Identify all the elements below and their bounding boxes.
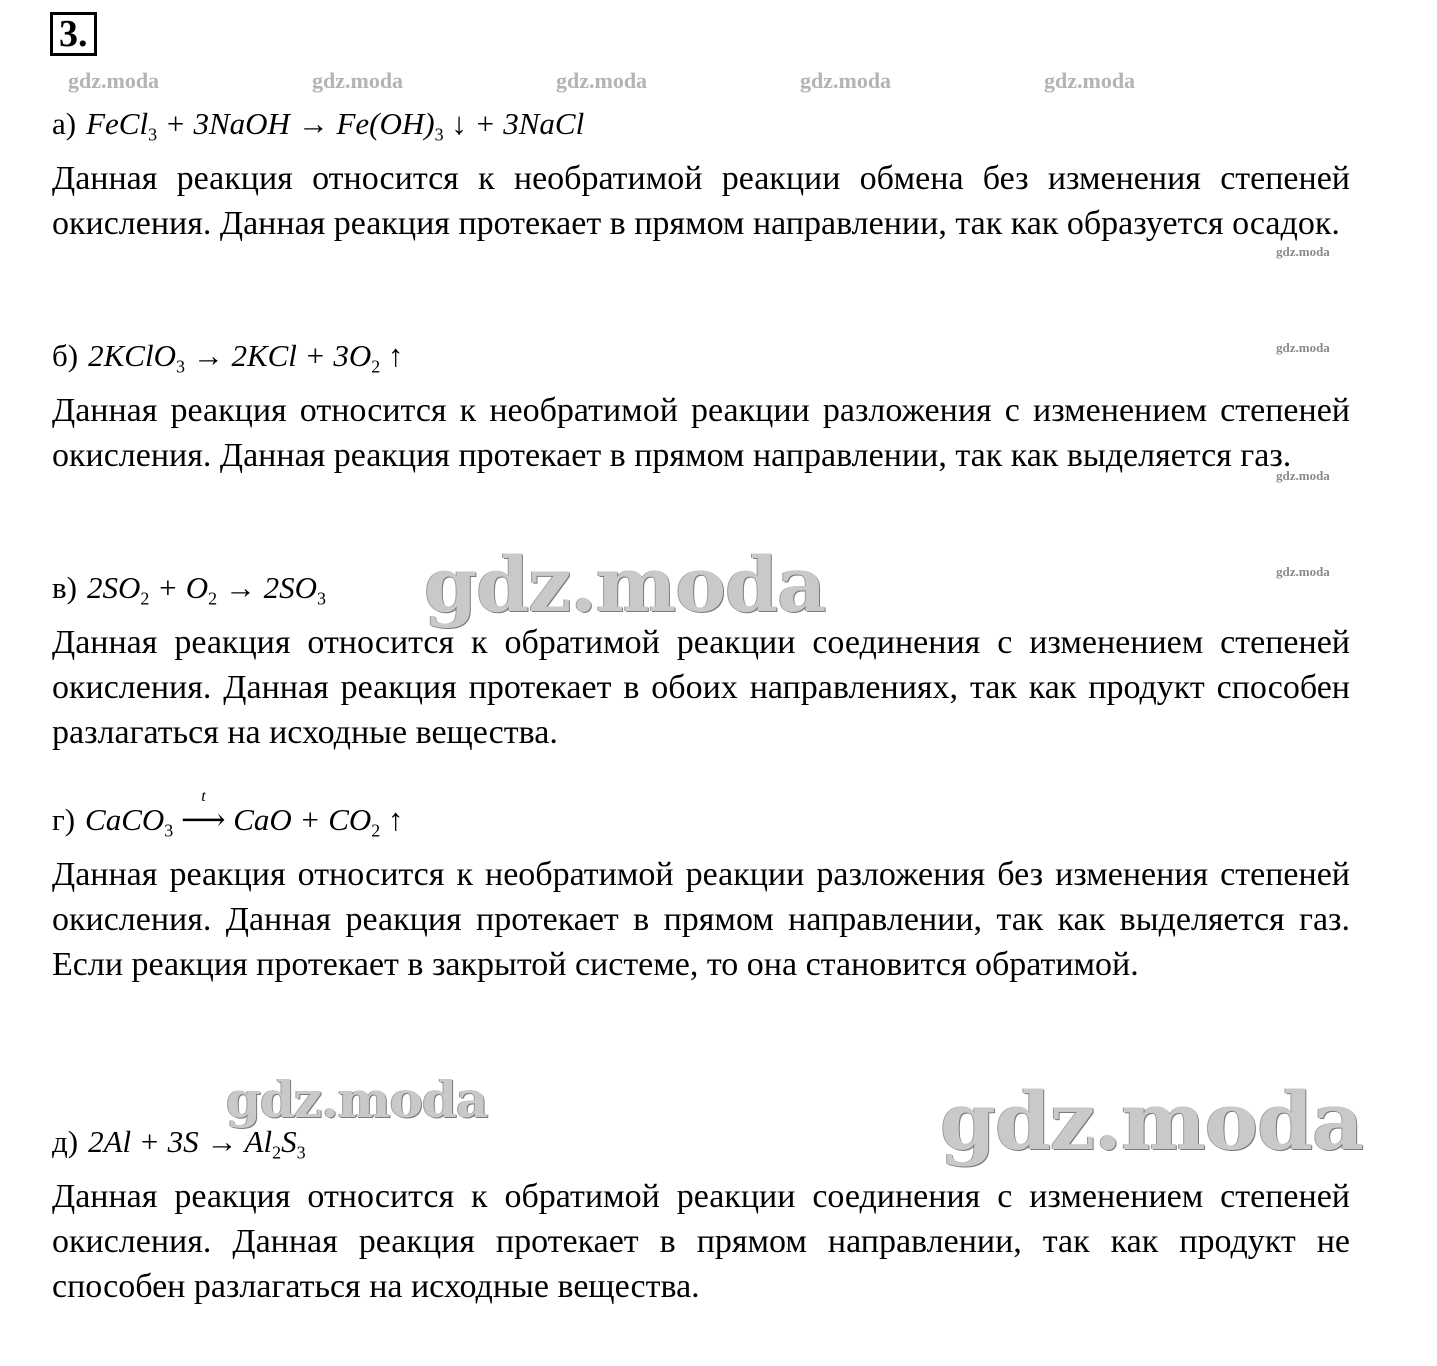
item-label: в) <box>52 570 77 605</box>
watermark: gdz.moda <box>1044 68 1136 93</box>
item-label: б) <box>52 338 79 373</box>
equation-c: в) $2SO_2 + O_2 \to 2SO_3$ <box>52 570 327 609</box>
watermark: gdz.moda <box>312 68 404 93</box>
item-label: г) <box>52 802 76 837</box>
item-label: д) <box>52 1124 79 1159</box>
equation-b: б) 2KClO$_3$ → $2KCl + 3O_2$ ↑ <box>52 338 404 377</box>
watermark: gdz.moda <box>1276 244 1330 259</box>
watermark: gdz.moda <box>68 68 160 93</box>
watermark: gdz.moda <box>556 68 648 93</box>
watermark: gdz.moda <box>800 68 892 93</box>
watermark-large: gdz.moda <box>226 1070 488 1129</box>
explanation-paragraph: Данная реакция относится к необратимой реакции разложения без изменения степеней окисления. Данная реакция протекает в прямом направлении, так как выделяется газ. Если реакция протекает в закрытой системе, то она становится обратимой. <box>52 856 1350 983</box>
equation-a: а) FeCl$_3$ + 3NaOH → $Fe(OH)_3$ ↓ + 3NaCl <box>52 106 585 145</box>
explanation-paragraph: Данная реакция относится к обратимой реакции соединения с изменением степеней окисления. Данная реакция протекает в обоих направлениях, так как продукт способен разлагаться на исходные вещества. <box>52 624 1350 751</box>
explanation-paragraph: Данная реакция относится к обратимой реакции соединения с изменением степеней окисления. Данная реакция протекает в прямом направлении, так как продукт не способен разлагаться на исходные вещества. <box>52 1178 1350 1305</box>
item-label: а) <box>52 106 77 141</box>
watermark: gdz.moda <box>1276 564 1330 579</box>
equation-d: г) CaCO$_3$ ⟶ CaO + CO t $_2$ ↑ <box>52 788 404 841</box>
task-number: 3. <box>50 12 97 56</box>
equation-e: д) $2Al + 3S \to Al_2S_3$ <box>52 1124 306 1163</box>
watermark: gdz.moda <box>1276 340 1330 355</box>
watermark: gdz.moda <box>1276 468 1330 483</box>
watermark-large: gdz.moda <box>424 540 826 629</box>
explanation-paragraph: Данная реакция относится к необратимой реакции обмена без изменения степеней окисления. Данная реакция протекает в прямом направлении, так как образуется осадок. <box>52 160 1350 242</box>
watermark-large: gdz.moda <box>940 1074 1363 1168</box>
arrow-condition: t <box>201 788 206 805</box>
explanation-paragraph: Данная реакция относится к необратимой реакции разложения с изменением степеней окисления. Данная реакция протекает в прямом направлении, так как выделяется газ. <box>52 392 1350 474</box>
